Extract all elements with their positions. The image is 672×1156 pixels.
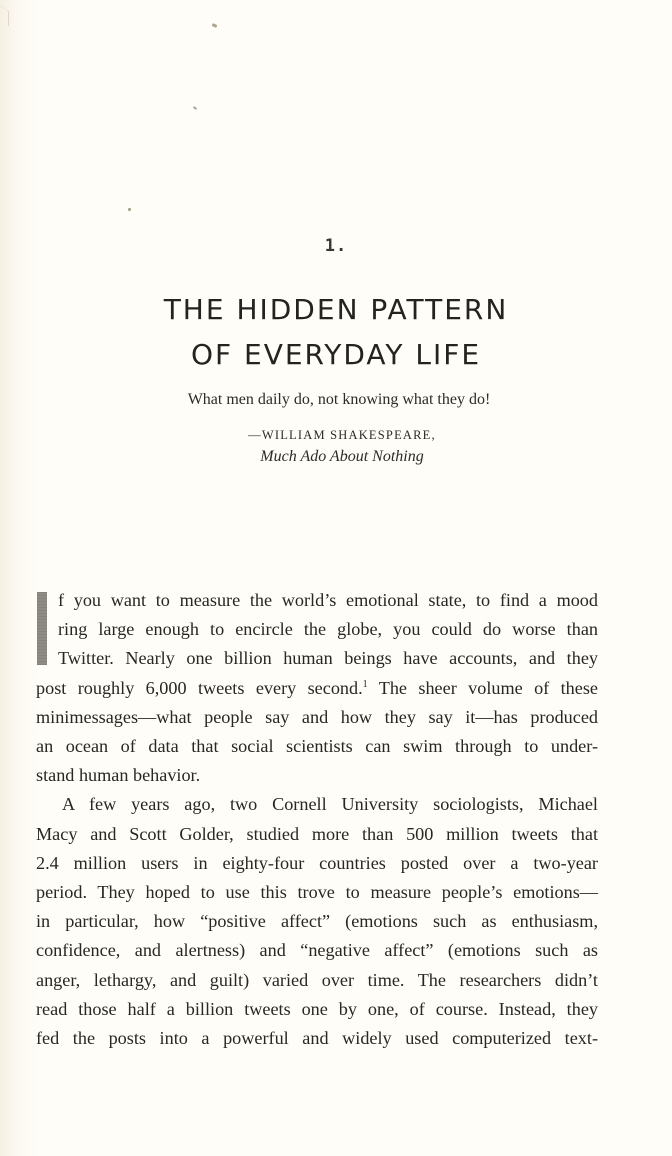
paragraph-line: 2.4 million users in eighty-four countries posted over a two-year <box>36 852 598 873</box>
dropcap-letter <box>37 592 47 665</box>
chapter-number: 1. <box>324 236 348 256</box>
paper-speck <box>193 106 197 110</box>
page-corner-mark <box>0 5 9 26</box>
paragraph-line: f you want to measure the world’s emotional state, to find a mood <box>58 590 598 610</box>
paragraph-line: stand human behavior. <box>36 765 201 786</box>
paragraph-line: Macy and Scott Golder, studied more than 500 million tweets that <box>36 823 598 844</box>
paragraph-line: read those half a billion tweets one by one, of course. Instead, they <box>36 998 598 1019</box>
epigraph-work: Much Ado About Nothing <box>260 448 424 465</box>
chapter-title <box>0 287 672 377</box>
body-text <box>36 586 598 1053</box>
paragraph-line: minimessages—what people say and how they say it—has produced <box>36 706 598 727</box>
paragraph-line: A few years ago, two Cornell University sociologists, Michael <box>62 794 598 815</box>
paragraph-1 <box>36 586 598 790</box>
paper-speck <box>128 208 131 211</box>
paragraph-line: confidence, and alertness) and “negative affect” (emotions such as <box>36 940 598 961</box>
epigraph-quote: What men daily do, not knowing what they do! <box>187 391 491 408</box>
epigraph-author: —WILLIAM SHAKESPEARE, <box>248 428 436 442</box>
footnote-marker[interactable]: 1 <box>362 678 368 690</box>
epigraph <box>0 390 672 467</box>
paragraph-line: in particular, how “positive affect” (emotions such as enthusiasm, <box>36 911 598 932</box>
paragraph-2 <box>36 790 598 1053</box>
paragraph-line: fed the posts into a powerful and widely used computerized text- <box>36 1028 598 1049</box>
paper-speck <box>212 23 218 28</box>
line-text-continued: The sheer volume of these <box>367 677 598 698</box>
chapter-title-line-2: OF EVERYDAY LIFE <box>190 338 482 371</box>
paragraph-line: Twitter. Nearly one billion human beings have accounts, and they <box>58 648 598 669</box>
paragraph-line: anger, lethargy, and guilt) varied over time. The researchers didn’t <box>36 969 598 990</box>
paragraph-line-with-footnote <box>36 674 598 703</box>
line-text: post roughly 6,000 tweets every second. <box>36 677 363 698</box>
paragraph-line: an ocean of data that social scientists can swim through to under- <box>36 736 598 757</box>
paragraph-line: period. They hoped to use this trove to measure people’s emotions— <box>36 882 598 903</box>
chapter-title-line-1: THE HIDDEN PATTERN <box>163 293 509 326</box>
paragraph-line: ring large enough to encircle the globe, you could do worse than <box>58 619 598 640</box>
